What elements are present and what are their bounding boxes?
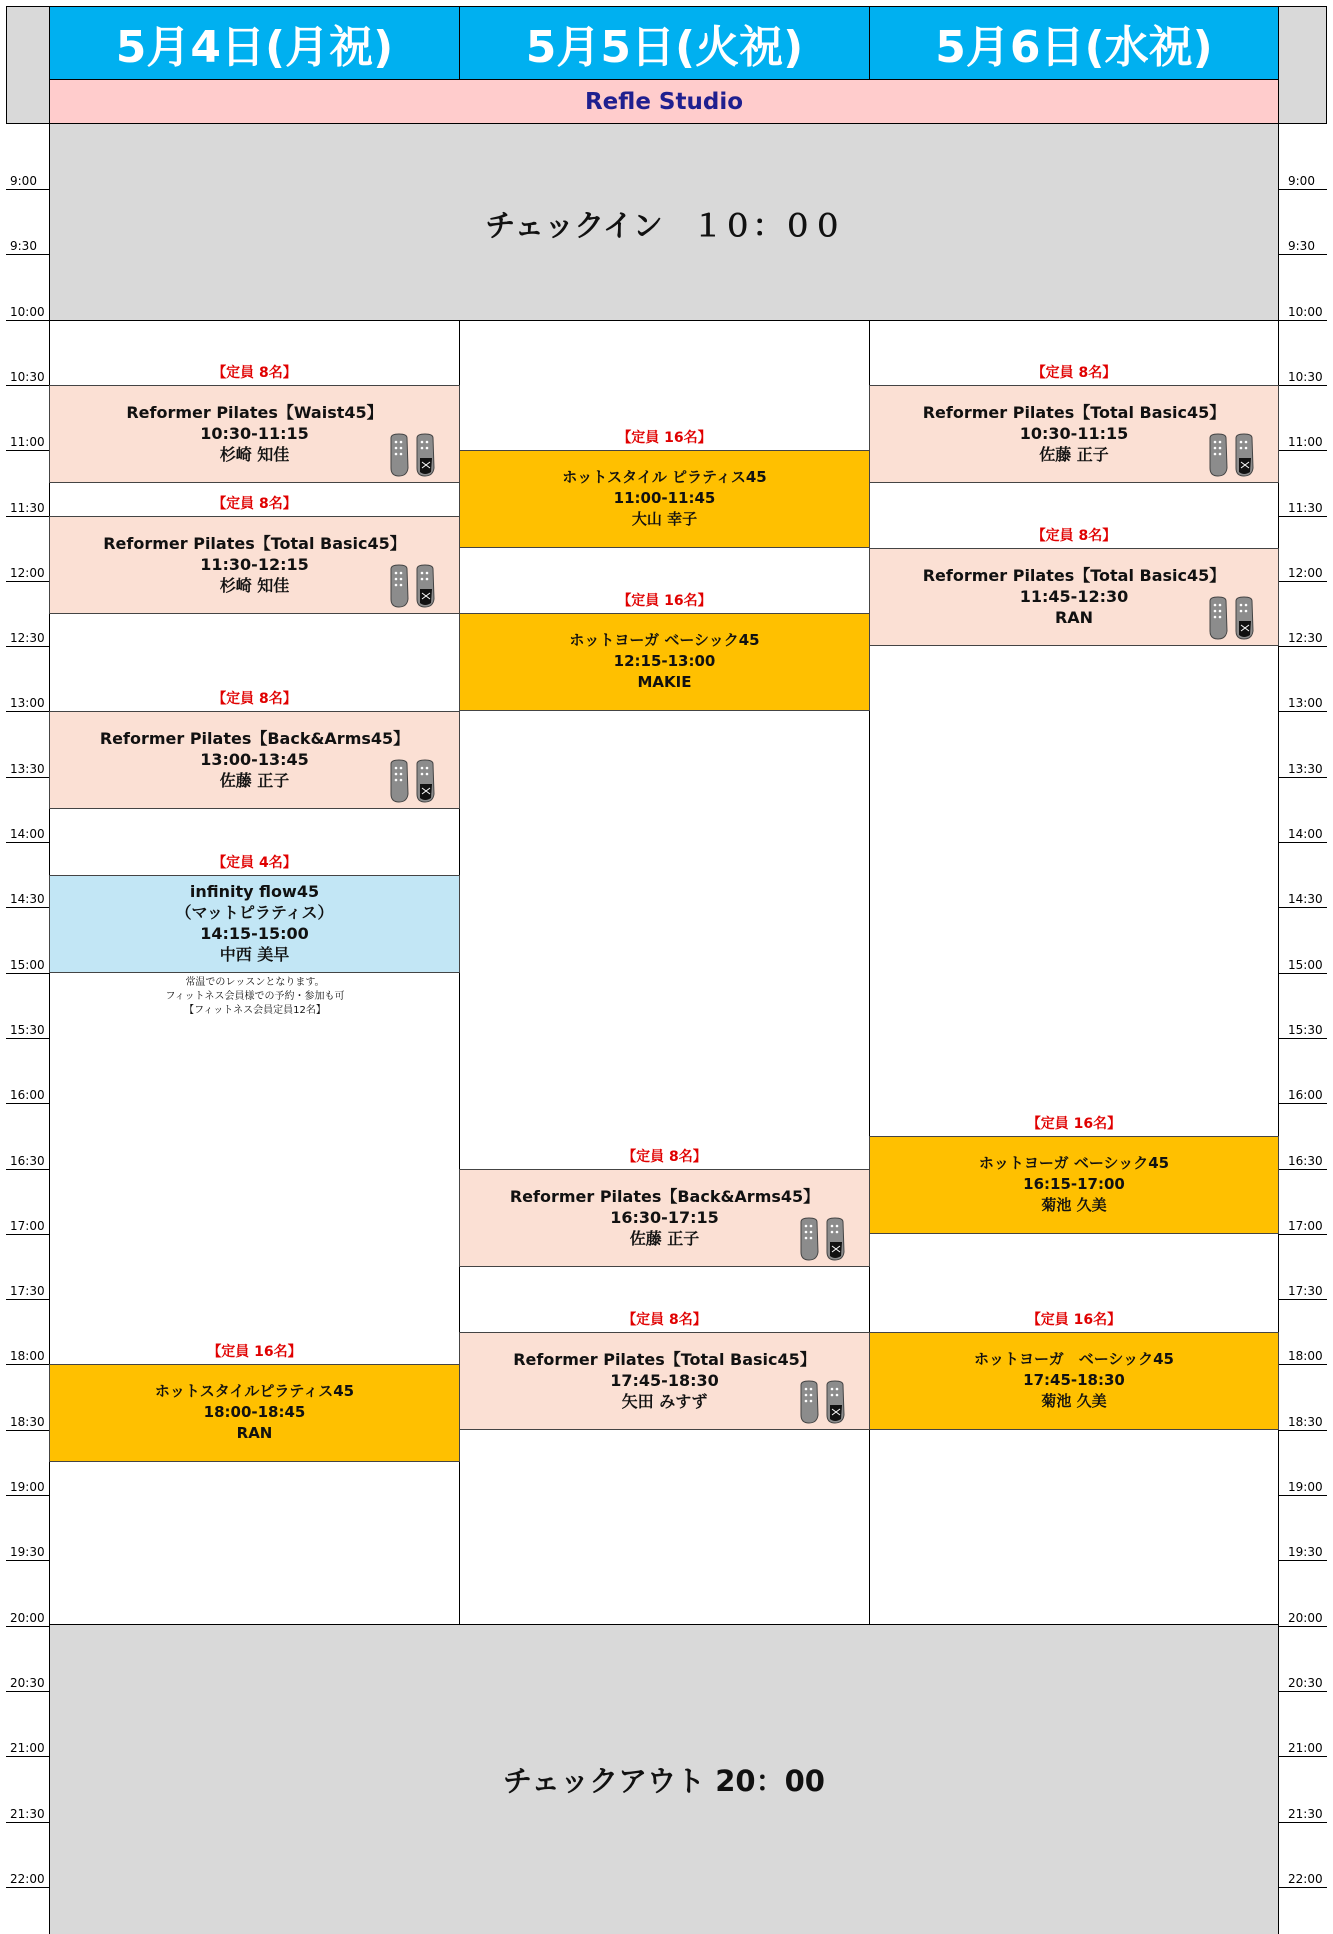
time-label-left: 19:30: [10, 1545, 45, 1559]
time-tick-right: [1279, 254, 1327, 255]
time-label-right: 21:00: [1288, 1741, 1323, 1755]
class-block[interactable]: [869, 1332, 1279, 1430]
time-label-left: 10:00: [10, 305, 45, 319]
time-tick-right: [1279, 1560, 1327, 1561]
class-instructor: 杉崎 知佳: [219, 445, 290, 464]
time-tick-right: [1279, 450, 1327, 451]
time-label-left: 22:00: [10, 1872, 45, 1886]
time-tick-left: [6, 516, 49, 517]
time-label-left: 14:00: [10, 827, 45, 841]
reformer-feet-icon: [797, 1216, 851, 1262]
class-name: ホットスタイルピラティス45: [154, 1382, 355, 1400]
time-tick-right: [1279, 1626, 1327, 1627]
time-tick-left: [6, 1756, 49, 1757]
class-time: 10:30-11:15: [200, 424, 309, 443]
capacity-label: 【定員 16名】: [617, 593, 712, 609]
time-label-left: 9:00: [10, 174, 37, 188]
class-time: 10:30-11:15: [1019, 424, 1129, 443]
time-label-left: 18:30: [10, 1415, 45, 1429]
time-tick-left: [6, 1038, 49, 1039]
time-tick-right: [1279, 320, 1327, 321]
class-block[interactable]: [459, 1332, 870, 1430]
time-tick-left: [6, 1364, 49, 1365]
time-label-left: 20:00: [10, 1611, 45, 1625]
time-tick-right: [1279, 1364, 1327, 1365]
time-tick-right: [1279, 516, 1327, 517]
header-corner-right: [1278, 6, 1327, 124]
time-label-right: 14:00: [1288, 827, 1323, 841]
class-name: ホットヨーガ ベーシック45: [569, 631, 760, 649]
time-label-right: 18:30: [1288, 1415, 1323, 1429]
class-name: Reformer Pilates【Total Basic45】: [922, 403, 1226, 422]
class-time: 11:45-12:30: [1019, 587, 1129, 606]
time-tick-left: [6, 320, 49, 321]
time-tick-right: [1279, 1234, 1327, 1235]
checkout-text: チェックアウト 20：00: [503, 1764, 825, 1798]
reformer-feet-icon: [387, 432, 441, 478]
class-name: Reformer Pilates【Back&Arms45】: [509, 1187, 820, 1206]
time-tick-right: [1279, 907, 1327, 908]
time-label-right: 12:30: [1288, 631, 1323, 645]
capacity-label: 【定員 8名】: [212, 365, 297, 381]
class-instructor: MAKIE: [637, 673, 692, 691]
time-tick-left: [6, 189, 49, 190]
class-instructor: 中西 美早: [219, 945, 290, 964]
class-instructor: RAN: [236, 1424, 273, 1442]
class-time: 18:00-18:45: [203, 1403, 306, 1421]
time-label-left: 21:00: [10, 1741, 45, 1755]
time-tick-left: [6, 1495, 49, 1496]
time-label-left: 11:30: [10, 501, 45, 515]
time-label-right: 9:30: [1288, 239, 1315, 253]
time-tick-right: [1279, 1691, 1327, 1692]
time-label-left: 20:30: [10, 1676, 45, 1690]
time-tick-right: [1279, 1169, 1327, 1170]
capacity-label: 【定員 16名】: [1026, 1312, 1122, 1328]
class-instructor: 杉崎 知佳: [219, 576, 290, 595]
time-label-right: 12:00: [1288, 566, 1323, 580]
time-label-right: 17:00: [1288, 1219, 1323, 1233]
capacity-label: 【定員 8名】: [212, 691, 297, 707]
time-label-right: 10:30: [1288, 370, 1323, 384]
class-name: Reformer Pilates【Back&Arms45】: [99, 729, 410, 748]
class-subtitle: （マットピラティス）: [175, 903, 334, 922]
time-tick-left: [6, 1103, 49, 1104]
time-tick-left: [6, 1234, 49, 1235]
class-name: Reformer Pilates【Waist45】: [126, 403, 383, 422]
time-tick-right: [1279, 842, 1327, 843]
checkin-text: チェックイン １０：００: [485, 208, 843, 244]
note-line-2: フィットネス会員様での予約・参加も可: [165, 991, 345, 1002]
time-tick-left: [6, 385, 49, 386]
time-label-right: 13:30: [1288, 762, 1323, 776]
time-label-right: 18:00: [1288, 1349, 1323, 1363]
time-tick-left: [6, 1887, 49, 1888]
time-label-right: 16:30: [1288, 1154, 1323, 1168]
time-tick-left: [6, 777, 49, 778]
class-time: 11:00-11:45: [613, 489, 716, 507]
time-tick-right: [1279, 385, 1327, 386]
capacity-label: 【定員 16名】: [207, 1344, 302, 1360]
class-name: infinity flow45: [189, 882, 320, 901]
capacity-label: 【定員 4名】: [212, 855, 297, 871]
class-block[interactable]: [49, 875, 460, 973]
time-label-right: 13:00: [1288, 696, 1323, 710]
class-block[interactable]: [49, 1364, 460, 1462]
class-instructor: 菊池 久美: [1041, 1392, 1107, 1410]
reformer-feet-icon: [387, 563, 441, 609]
time-label-left: 15:00: [10, 958, 45, 972]
time-label-right: 15:30: [1288, 1023, 1323, 1037]
time-tick-left: [6, 907, 49, 908]
class-time: 17:45-18:30: [1023, 1371, 1125, 1389]
time-tick-left: [6, 1822, 49, 1823]
time-label-right: 16:00: [1288, 1088, 1323, 1102]
reformer-feet-icon: [797, 1379, 851, 1425]
time-tick-right: [1279, 1299, 1327, 1300]
time-label-left: 12:00: [10, 566, 45, 580]
time-label-left: 13:00: [10, 696, 45, 710]
time-label-right: 19:30: [1288, 1545, 1323, 1559]
class-name: Reformer Pilates【Total Basic45】: [103, 534, 406, 553]
time-tick-left: [6, 581, 49, 582]
lesson-note: [50, 976, 460, 1018]
time-label-left: 9:30: [10, 239, 37, 253]
capacity-label: 【定員 8名】: [212, 496, 297, 512]
time-label-right: 11:30: [1288, 501, 1323, 515]
time-tick-right: [1279, 1430, 1327, 1431]
checkin-banner: [50, 124, 1278, 321]
time-label-right: 14:30: [1288, 892, 1323, 906]
note-line-3: 【フィットネス会員定員12名】: [184, 1005, 326, 1016]
time-label-left: 10:30: [10, 370, 45, 384]
capacity-label: 【定員 8名】: [622, 1312, 707, 1328]
class-instructor: RAN: [1054, 608, 1094, 627]
capacity-label: 【定員 8名】: [1031, 365, 1117, 381]
class-block[interactable]: [869, 548, 1279, 646]
time-tick-left: [6, 254, 49, 255]
class-block[interactable]: [49, 711, 460, 809]
time-label-right: 19:00: [1288, 1480, 1323, 1494]
time-tick-left: [6, 646, 49, 647]
time-tick-left: [6, 711, 49, 712]
time-label-left: 11:00: [10, 435, 45, 449]
time-tick-right: [1279, 1495, 1327, 1496]
time-tick-right: [1279, 1038, 1327, 1039]
capacity-label: 【定員 8名】: [1031, 528, 1117, 544]
time-label-left: 15:30: [10, 1023, 45, 1037]
class-block[interactable]: [459, 613, 870, 711]
time-label-left: 21:30: [10, 1807, 45, 1821]
class-block[interactable]: [869, 1136, 1279, 1234]
class-time: 13:00-13:45: [200, 750, 309, 769]
time-label-left: 13:30: [10, 762, 45, 776]
time-tick-left: [6, 1299, 49, 1300]
time-label-left: 12:30: [10, 631, 45, 645]
class-name: ホットヨーガ ベーシック45: [974, 1350, 1174, 1368]
class-time: 16:30-17:15: [610, 1208, 719, 1227]
time-label-left: 16:30: [10, 1154, 45, 1168]
class-block[interactable]: [459, 1169, 870, 1267]
studio-name: Refle Studio: [49, 79, 1279, 124]
time-tick-right: [1279, 777, 1327, 778]
class-time: 11:30-12:15: [200, 555, 309, 574]
time-label-left: 14:30: [10, 892, 45, 906]
class-name: ホットスタイル ピラティス45: [562, 468, 767, 486]
class-instructor: 大山 幸子: [631, 510, 698, 528]
time-label-left: 18:00: [10, 1349, 45, 1363]
class-name: Reformer Pilates【Total Basic45】: [513, 1350, 816, 1369]
time-tick-left: [6, 1560, 49, 1561]
time-tick-left: [6, 1169, 49, 1170]
time-label-right: 10:00: [1288, 305, 1323, 319]
class-time: 14:15-15:00: [200, 924, 309, 943]
time-label-left: 19:00: [10, 1480, 45, 1494]
time-tick-left: [6, 973, 49, 974]
class-instructor: 矢田 みすず: [621, 1392, 708, 1411]
class-time: 12:15-13:00: [613, 652, 716, 670]
checkout-banner: [49, 1625, 1279, 1934]
class-instructor: 佐藤 正子: [629, 1229, 700, 1248]
capacity-label: 【定員 16名】: [1026, 1116, 1122, 1132]
time-tick-right: [1279, 646, 1327, 647]
time-tick-right: [1279, 1756, 1327, 1757]
time-label-right: 21:30: [1288, 1807, 1323, 1821]
time-label-right: 11:00: [1288, 435, 1323, 449]
class-instructor: 菊池 久美: [1041, 1196, 1107, 1214]
class-block[interactable]: [49, 516, 460, 614]
time-tick-left: [6, 842, 49, 843]
class-block[interactable]: [869, 385, 1279, 483]
class-name: ホットヨーガ ベーシック45: [978, 1154, 1170, 1172]
capacity-label: 【定員 8名】: [622, 1149, 707, 1165]
time-tick-right: [1279, 581, 1327, 582]
time-label-right: 20:00: [1288, 1611, 1323, 1625]
reformer-feet-icon: [387, 758, 441, 804]
time-label-right: 22:00: [1288, 1872, 1323, 1886]
time-label-right: 9:00: [1288, 174, 1315, 188]
time-tick-right: [1279, 1822, 1327, 1823]
time-label-right: 15:00: [1288, 958, 1323, 972]
class-instructor: 佐藤 正子: [219, 771, 290, 790]
reformer-feet-icon: [1206, 432, 1260, 478]
note-line-1: 常温でのレッスンとなります。: [185, 977, 325, 988]
time-tick-right: [1279, 1103, 1327, 1104]
time-tick-right: [1279, 1887, 1327, 1888]
day-header-1: 5月5日(火祝): [459, 6, 870, 80]
time-label-left: 17:30: [10, 1284, 45, 1298]
time-label-right: 20:30: [1288, 1676, 1323, 1690]
header-corner-left: [6, 6, 50, 124]
capacity-label: 【定員 16名】: [617, 430, 712, 446]
day-header-0: 5月4日(月祝): [49, 6, 460, 80]
day-header-2: 5月6日(水祝): [869, 6, 1279, 80]
class-time: 17:45-18:30: [610, 1371, 719, 1390]
time-label-right: 17:30: [1288, 1284, 1323, 1298]
reformer-feet-icon: [1206, 595, 1260, 641]
time-tick-left: [6, 1430, 49, 1431]
time-tick-left: [6, 1626, 49, 1627]
time-label-left: 16:00: [10, 1088, 45, 1102]
time-tick-right: [1279, 711, 1327, 712]
class-instructor: 佐藤 正子: [1039, 445, 1109, 464]
time-tick-left: [6, 450, 49, 451]
class-time: 16:15-17:00: [1023, 1175, 1125, 1193]
time-tick-right: [1279, 973, 1327, 974]
time-tick-left: [6, 1691, 49, 1692]
time-label-left: 17:00: [10, 1219, 45, 1233]
class-name: Reformer Pilates【Total Basic45】: [922, 566, 1226, 585]
class-block[interactable]: [49, 385, 460, 483]
time-tick-right: [1279, 189, 1327, 190]
class-block[interactable]: [459, 450, 870, 548]
